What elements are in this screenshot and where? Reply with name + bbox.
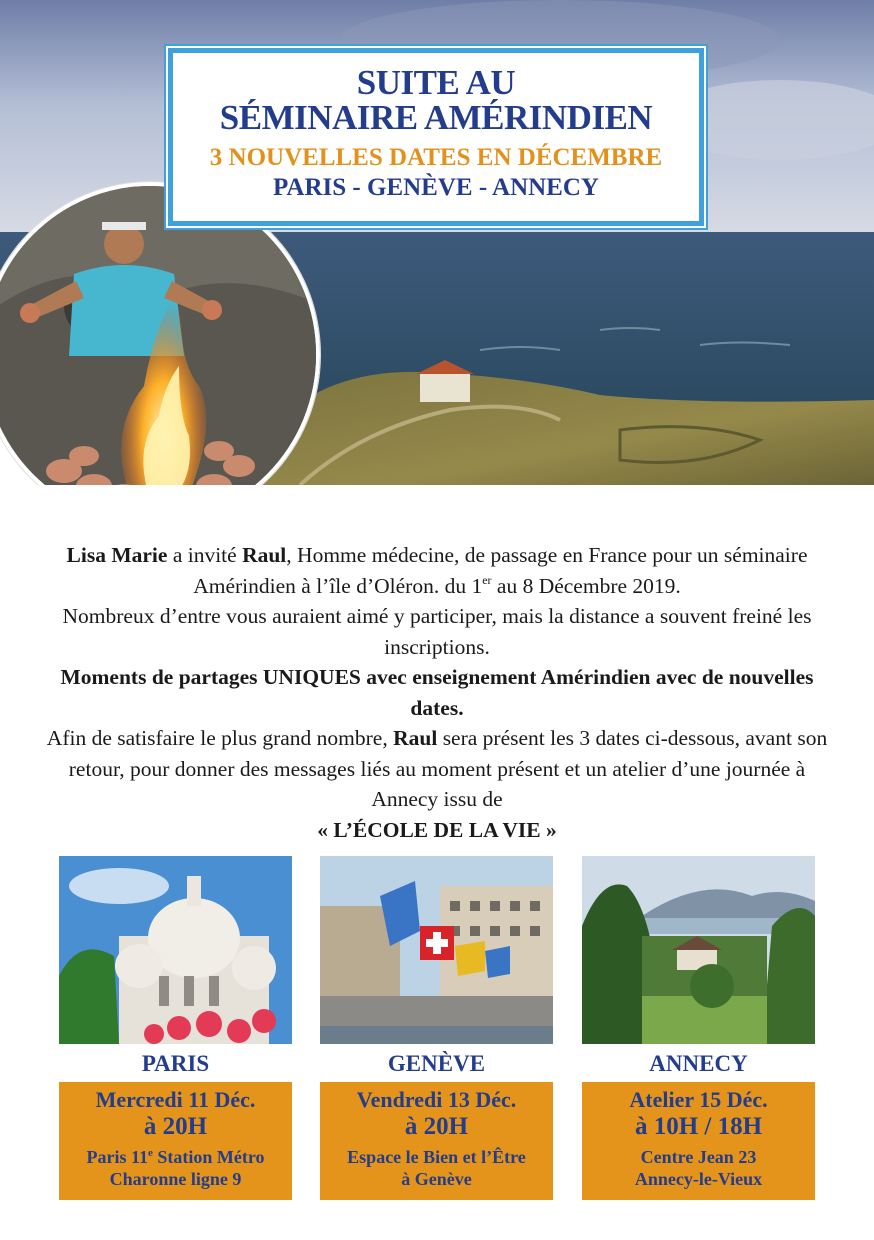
highlight-text: Moments de partages UNIQUES avec enseignement Amérindien avec de nouvelles dates. xyxy=(60,665,814,720)
event-time: à 20H xyxy=(143,1113,208,1140)
superscript: e xyxy=(147,1147,153,1159)
geneva-bridge-flags-photo xyxy=(320,856,553,1044)
text-span: a invité xyxy=(167,543,243,567)
text-span: Afin de satisfaire le plus grand nombre, xyxy=(46,726,394,750)
superscript: er xyxy=(482,572,492,587)
title-line-2: SÉMINAIRE AMÉRINDIEN xyxy=(219,98,653,137)
city-name: ANNECY xyxy=(649,1051,748,1076)
text-span: au 8 Décembre 2019. xyxy=(491,573,681,598)
venue-text: Centre Jean 23 xyxy=(640,1147,757,1167)
text-span: sera présent les 3 dates ci-dessous, avant son retour, pour donner des messages liés au moment présent et un atelier d’une journée à Annecy issu de xyxy=(68,726,828,811)
event-venue xyxy=(582,1146,815,1190)
city-name: GENÈVE xyxy=(387,1051,486,1076)
text-span: , Homme médecine, de passage en France pour un séminaire Amérindien à l’île d’Oléron. du 1 xyxy=(193,543,808,598)
city-name: PARIS xyxy=(141,1051,210,1076)
event-card-paris xyxy=(59,856,292,1200)
event-card-annecy xyxy=(582,856,815,1200)
event-venue xyxy=(59,1146,292,1190)
venue-text: Charonne ligne 9 xyxy=(109,1169,242,1189)
ecole-de-la-vie: « L’ÉCOLE DE LA VIE » xyxy=(317,817,557,842)
event-info-box xyxy=(59,1082,292,1200)
event-date: Atelier 15 Déc. xyxy=(629,1087,768,1112)
intro-paragraph-2: Nombreux d’entre vous auraient aimé y participer, mais la distance a souvent freiné les inscriptions. xyxy=(62,604,812,659)
event-card-geneve xyxy=(320,856,553,1200)
venue-text: Espace le Bien et l’Être xyxy=(347,1147,526,1167)
cities-line: PARIS - GENÈVE - ANNECY xyxy=(273,174,599,201)
event-time: à 10H / 18H xyxy=(634,1113,763,1140)
name-raul: Raul xyxy=(242,543,287,567)
event-time: à 20H xyxy=(404,1113,469,1140)
intro-paragraph-1 xyxy=(40,540,834,601)
event-date: Mercredi 11 Déc. xyxy=(95,1087,256,1112)
event-venue xyxy=(320,1146,553,1190)
intro-paragraph-4 xyxy=(40,723,834,815)
name-lisa-marie: Lisa Marie xyxy=(66,543,168,567)
venue-text: Station Métro xyxy=(152,1147,265,1167)
hero-image xyxy=(0,0,874,485)
title-line-1: SUITE AU xyxy=(356,63,516,102)
sacre-coeur-photo xyxy=(59,856,292,1044)
medicine-man-fire-photo xyxy=(0,182,320,485)
event-date: Vendredi 13 Déc. xyxy=(356,1087,517,1112)
event-info-box xyxy=(320,1082,553,1200)
name-raul: Raul xyxy=(393,726,438,750)
annecy-lake-garden-photo xyxy=(582,856,815,1044)
intro-paragraph-3 xyxy=(40,662,834,723)
intro-text xyxy=(40,540,834,845)
venue-text: Annecy-le-Vieux xyxy=(634,1169,763,1189)
venue-text: Paris 11 xyxy=(86,1147,148,1167)
venue-text: à Genève xyxy=(401,1169,472,1189)
event-info-box xyxy=(582,1082,815,1200)
dates-subtitle: 3 NOUVELLES DATES EN DÉCEMBRE xyxy=(209,144,663,171)
title-banner xyxy=(170,50,702,224)
intro-paragraph-5 xyxy=(40,815,834,846)
